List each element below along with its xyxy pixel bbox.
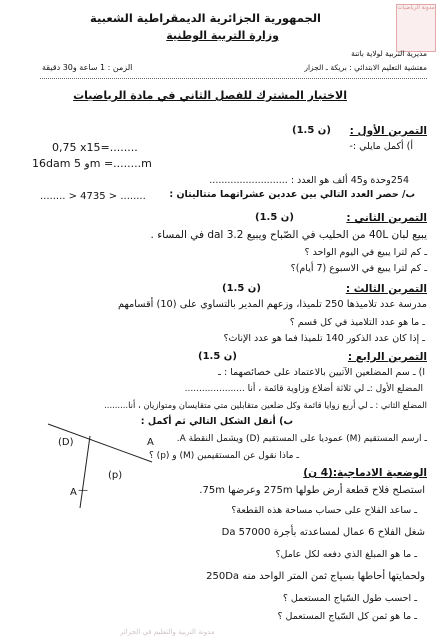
ex4-line-1: ا) ـ سم المضلعين الآتيين بالاعتماد على خصائصهما : ـ: [218, 367, 425, 378]
exam-title: الاختبار المشترك للفصل الثاني في مادة الرياضيات: [73, 89, 347, 102]
ex1-math-2: 16dam و 5m =........m: [32, 157, 152, 170]
ex5-line-4: ـ ما هو المبلغ الذي دفعه لكل عامل؟: [275, 549, 417, 560]
ex5-line-1: استصلح فلاح قطعة أرض طولها 275m وعرضها 75m.: [199, 485, 425, 496]
header-ministry: وزارة التربية الوطنية: [166, 29, 279, 42]
ex5-line-5: ولحمايتها أحاطها بسياج ثمن المتر الواحد منه 250Da: [206, 571, 425, 582]
ex1-part-a: أ) أكمل مايلي :-: [349, 141, 413, 152]
ex5-title: الوضعية الادماجية:(4 ن): [303, 467, 427, 479]
ex2-points: (1.5 ن): [255, 212, 294, 223]
ex1-math-3: 254وحدة و45 ألف هو العدد : ..........................: [209, 175, 409, 186]
header-directorate: مديرية التربية لولاية باتنة: [351, 49, 427, 58]
line-p: [80, 436, 90, 508]
header-duration: الزمن : 1 ساعة و30 دقيقة: [42, 63, 133, 72]
ex4-line-4: ب) أنقل الشكل التالي ثم أكمل :: [140, 416, 293, 427]
ex4-points: (1.5 ن): [198, 351, 237, 362]
ex4-line-3: المضلع الثاني : ـ لي أربع زوايا قائمة وكل ضلعين متقابلين متي متقايسان ومتوازيان ، أنا.........: [104, 400, 427, 410]
header-inspectorate: مفتشية التعليم الابتدائي : بريكة ـ الجزار: [304, 63, 427, 72]
ex3-line-2: ـ ما هو عدد التلاميذ في كل قسم ؟: [289, 317, 425, 328]
ex2-line-1: يبيع لبان 40L من الحليب في الصّباح ويبيع 3.2 dal في المساء .: [150, 229, 427, 241]
point-A-mark: —: [78, 485, 88, 496]
ex3-title: التمرين الثالث :: [345, 283, 427, 295]
label-A-bottom: A: [70, 487, 77, 498]
label-D: (D): [58, 437, 74, 448]
ex4-figure: [40, 420, 160, 510]
header-republic: الجمهورية الجزائرية الديمقراطية الشعبية: [89, 11, 321, 25]
label-A-top: A: [147, 437, 154, 448]
ex1-math-1: 0,75 x15=........: [52, 141, 138, 154]
ex4-line-5: ـ ارسم المستقيم (M) عموديا على المستقيم (D) ويشمل النقطة A.: [176, 434, 427, 444]
label-p: (p): [108, 470, 123, 481]
header-rule: [40, 78, 427, 79]
ex1-points: (1.5 ن): [292, 125, 331, 136]
ex2-title: التمرين الثاني :: [346, 212, 427, 224]
ex5-line-3: شغل الفلاح 6 عمال لمساعدته بأجرة 57000 Da: [221, 527, 425, 538]
ex2-line-3: ـ كم لترا يبيع في الاسبوع (7 أيام)؟: [290, 263, 427, 274]
ex5-line-6: ـ احسب طول السّياج المستعمل ؟: [282, 593, 417, 604]
ex3-points: (1.5 ن): [222, 283, 261, 294]
ex1-title: التمرين الأول :: [349, 125, 427, 137]
ex5-line-2: ـ ساعد الفلاح على حساب مساحة هذه القطعة؟: [231, 505, 417, 516]
ex3-line-3: ـ إذا كان عدد الذكور 140 تلميذا فما هو عدد الإناث؟: [223, 333, 425, 344]
ex1-part-b: ب/ حصر العدد التالي بين عددين عشراتهما متتاليتان :: [169, 189, 415, 200]
corner-stamp: مدونة الرياضيات: [396, 4, 436, 52]
ex5-line-7: ـ ما هو ثمن كل السّياج المستعمل ؟: [277, 611, 417, 622]
watermark: مدونة التربية والتعليم في الجزائر: [120, 628, 215, 636]
ex2-line-2: ـ كم لترا يبيع في اليوم الواحد ؟: [304, 247, 427, 258]
ex4-title: التمرين الرابع :: [347, 351, 427, 363]
ex1-math-4: ........ > 4735 > ........: [40, 191, 146, 202]
ex3-line-1: مدرسة عدد تلاميذها 250 تلميذا، وزعهم المدير بالتساوي على (10) أقسامهم: [117, 299, 427, 310]
ex4-line-2: المضلع الأول :ـ لي ثلاثة أضلاع وزاوية قائمة ، أنا .....................: [184, 384, 423, 394]
ex4-line-6: ـ ماذا نقول عن المستقيمين (M) و (p) ؟: [149, 451, 299, 461]
